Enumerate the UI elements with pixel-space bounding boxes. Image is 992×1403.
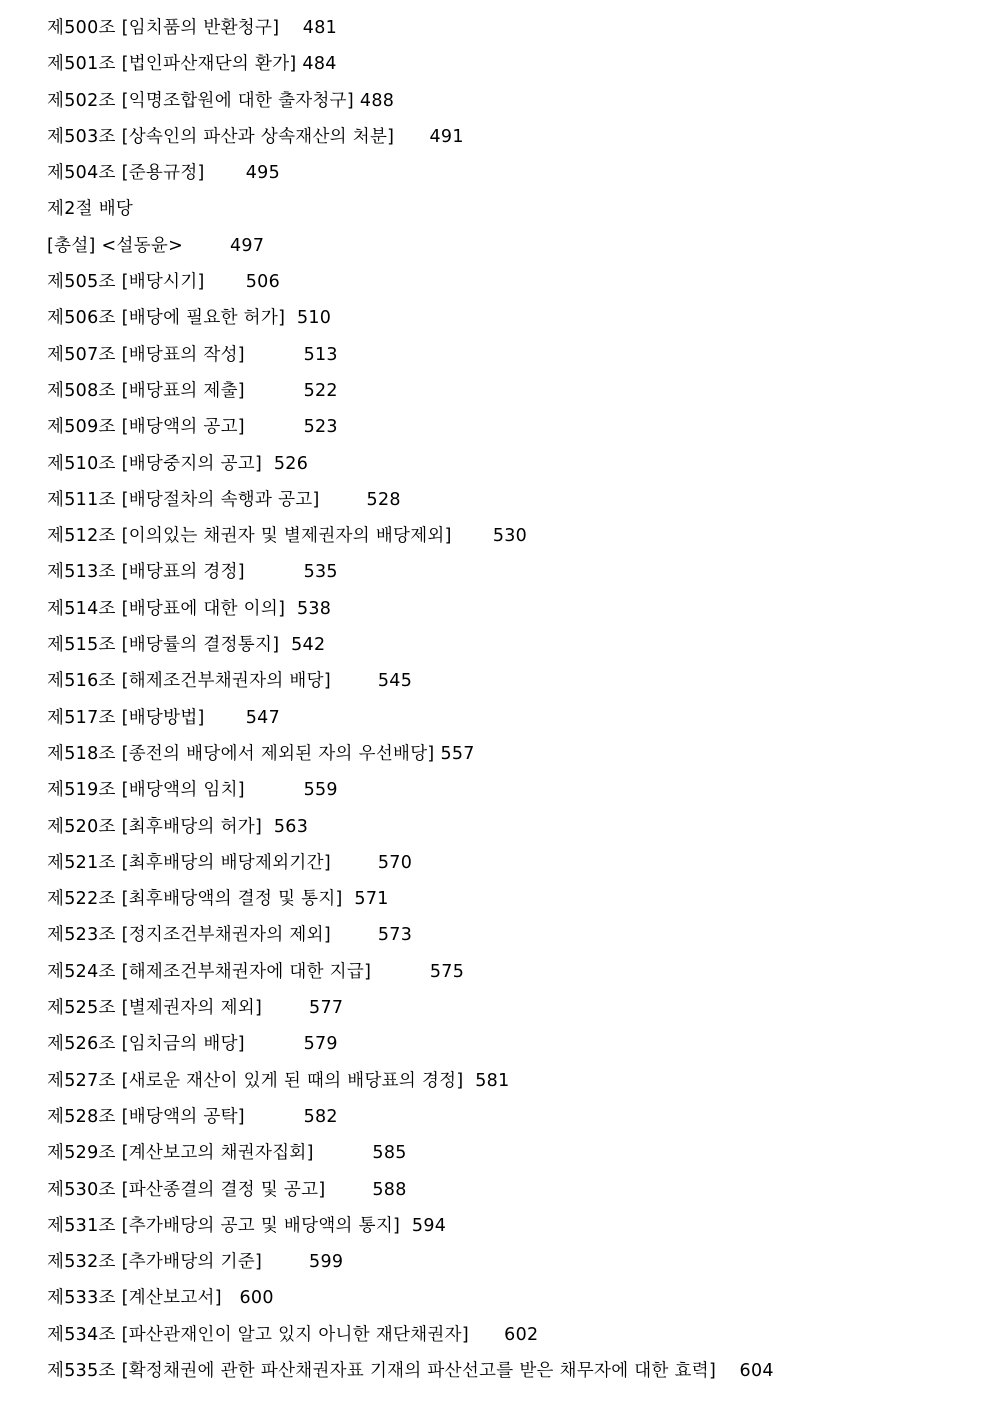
- toc-entry-gap: [716, 1361, 739, 1381]
- toc-entry-gap: [394, 127, 429, 147]
- toc-entry-label: 제506조 [배당에 필요한 허가]: [47, 308, 286, 329]
- toc-entry-gap: [320, 490, 367, 510]
- toc-entry-page-number: 530: [492, 526, 528, 547]
- toc-entry-label: 제528조 [배당액의 공탁]: [47, 1106, 245, 1127]
- toc-entry-gap: [279, 635, 291, 655]
- toc-entry-gap: [245, 1034, 304, 1054]
- toc-entry-gap: [371, 962, 430, 982]
- toc-entry: [47, 917, 967, 953]
- toc-entry-label: 제504조 [준용규정]: [47, 163, 205, 184]
- toc-entry-gap: [245, 417, 304, 437]
- toc-entry-label: 제532조 [추가배당의 기준]: [47, 1252, 263, 1273]
- toc-entry-label: 제525조 [별제권자의 제외]: [47, 998, 263, 1019]
- toc-entry-page-number: 526: [273, 453, 309, 474]
- toc-entry-gap: [245, 780, 304, 800]
- toc-entry-label: 제502조 [익명조합원에 대한 출자청구]: [47, 90, 355, 111]
- toc-entry: [47, 46, 967, 82]
- toc-entry-label: 제514조 [배당표에 대한 이의]: [47, 598, 286, 619]
- toc-entry-page-number: 559: [303, 780, 338, 801]
- toc-entry: [47, 1135, 967, 1171]
- toc-entry-page-number: 528: [366, 489, 401, 510]
- toc-entry-page-number: 563: [273, 816, 309, 837]
- toc-entry-label: 제516조 [해제조건부채권자의 배당]: [47, 671, 331, 692]
- toc-entry: [47, 591, 967, 627]
- toc-entry: [47, 663, 967, 699]
- toc-entry-label: 제512조 [이의있는 채권자 및 별제권자의 배당제외]: [47, 526, 452, 547]
- toc-entry-gap: [222, 1288, 240, 1308]
- toc-entry-label: 제520조 [최후배당의 허가]: [47, 816, 263, 837]
- toc-entry-label: 제515조 [배당률의 결정통지]: [47, 635, 280, 656]
- toc-entry: [47, 191, 967, 227]
- toc-entry-label: 제531조 [추가배당의 공고 및 배당액의 통지]: [47, 1215, 401, 1236]
- toc-entry: [47, 845, 967, 881]
- toc-entry: [47, 482, 967, 518]
- toc-entry-page-number: 547: [245, 707, 281, 728]
- toc-entry-page-number: 575: [429, 961, 465, 982]
- toc-entry-gap: [285, 599, 297, 619]
- toc-entry-gap: [245, 562, 304, 582]
- toc-entry-gap: [331, 671, 378, 691]
- toc-entry-gap: [331, 853, 378, 873]
- toc-entry: [47, 155, 967, 191]
- toc-entry: [47, 10, 967, 46]
- toc-entry: [47, 1280, 967, 1316]
- toc-entry: [47, 1353, 967, 1389]
- toc-entry-page-number: 570: [377, 852, 413, 873]
- toc-entry: [47, 300, 967, 336]
- toc-entry-label: 제524조 [해제조건부채권자에 대한 지급]: [47, 961, 372, 982]
- toc-entry-page-number: 545: [377, 671, 413, 692]
- toc-entry-page-number: 582: [303, 1106, 338, 1127]
- toc-entry-gap: [279, 18, 302, 38]
- toc-entry-gap: [469, 1325, 504, 1345]
- toc-entry-label: 제505조 [배당시기]: [47, 272, 205, 293]
- toc-entry-gap: [452, 526, 493, 546]
- toc-entry-label: 제517조 [배당방법]: [47, 707, 205, 728]
- toc-entry: [47, 772, 967, 808]
- toc-entry-gap: [464, 1071, 476, 1091]
- toc-entry-gap: [245, 345, 304, 365]
- toc-entry-label: 제510조 [배당중지의 공고]: [47, 453, 263, 474]
- toc-entry-label: 제508조 [배당표의 제출]: [47, 380, 245, 401]
- toc-entry-label: 제513조 [배당표의 경정]: [47, 562, 245, 583]
- toc-entry-page-number: 604: [739, 1360, 774, 1381]
- toc-entry-page-number: 513: [303, 344, 338, 365]
- toc-entry: [47, 700, 967, 736]
- toc-entry-page-number: 599: [309, 1252, 344, 1273]
- toc-entry-gap: [183, 236, 230, 256]
- toc-entry-page-number: 484: [302, 54, 337, 75]
- toc-entry-gap: [205, 272, 246, 292]
- toc-entry-page-number: 577: [309, 998, 344, 1019]
- toc-entry: [47, 264, 967, 300]
- toc-entry-page-number: 510: [296, 308, 332, 329]
- toc-entry: [47, 83, 967, 119]
- toc-entry: [47, 1317, 967, 1353]
- toc-entry-page-number: 523: [303, 417, 338, 438]
- toc-entry-gap: [325, 1180, 372, 1200]
- toc-entry-gap: [205, 163, 246, 183]
- toc-entry-page-number: 497: [229, 235, 265, 256]
- toc-entry-page-number: 535: [303, 562, 338, 583]
- toc-entry-label: [총설] <설동윤>: [47, 235, 184, 256]
- toc-entry-gap: [262, 454, 274, 474]
- toc-entry-label: 제527조 [새로운 재산이 있게 된 때의 배당표의 경정]: [47, 1070, 464, 1091]
- toc-entry: [47, 1099, 967, 1135]
- toc-entry: [47, 1063, 967, 1099]
- toc-entry: [47, 990, 967, 1026]
- toc-entry-page-number: 594: [411, 1215, 447, 1236]
- toc-entry: [47, 809, 967, 845]
- toc-entry: [47, 1172, 967, 1208]
- toc-entry: [47, 554, 967, 590]
- toc-entry-gap: [331, 925, 378, 945]
- toc-entry-label: 제2절 배당: [47, 199, 134, 220]
- toc-entry-label: 제503조 [상속인의 파산과 상속재산의 처분]: [47, 126, 395, 147]
- toc-entry-gap: [343, 889, 355, 909]
- toc-entry: [47, 1244, 967, 1280]
- toc-entry-page-number: 579: [303, 1034, 338, 1055]
- toc-entry-page-number: 573: [377, 925, 413, 946]
- toc-entry-page-number: 522: [303, 380, 338, 401]
- toc-entry-label: 제519조 [배당액의 임치]: [47, 780, 245, 801]
- toc-entry-label: 제511조 [배당절차의 속행과 공고]: [47, 489, 320, 510]
- toc-entry-page-number: 491: [429, 126, 464, 147]
- toc-entry-gap: [245, 381, 304, 401]
- toc-entry-page-number: 602: [504, 1324, 539, 1345]
- toc-entry-label: 제534조 [파산관재인이 알고 있지 아니한 재단채권자]: [47, 1324, 469, 1345]
- toc-entry-label: 제529조 [계산보고의 채권자집회]: [47, 1143, 314, 1164]
- toc-entry-page-number: 588: [372, 1179, 407, 1200]
- toc-entry: [47, 119, 967, 155]
- toc-entry-label: 제507조 [배당표의 작성]: [47, 344, 245, 365]
- toc-entry: [47, 1026, 967, 1062]
- toc-entry-gap: [400, 1216, 412, 1236]
- table-of-contents: [47, 10, 967, 1389]
- toc-entry-label: 제530조 [파산종결의 결정 및 공고]: [47, 1179, 326, 1200]
- toc-entry-label: 제535조 [확정채권에 관한 파산채권자표 기재의 파산선고를 받은 채무자에 대한 효력]: [47, 1360, 717, 1381]
- toc-entry-gap: [285, 308, 297, 328]
- toc-entry-label: 제533조 [계산보고서]: [47, 1288, 222, 1309]
- toc-entry-page-number: 495: [245, 163, 281, 184]
- toc-entry-gap: [262, 1252, 309, 1272]
- toc-entry-page-number: 600: [239, 1288, 274, 1309]
- toc-entry: [47, 954, 967, 990]
- toc-entry-page-number: 571: [354, 889, 389, 910]
- toc-entry-label: 제526조 [임치금의 배당]: [47, 1034, 245, 1055]
- toc-entry-gap: [262, 998, 309, 1018]
- toc-entry-gap: [262, 817, 274, 837]
- toc-entry-page-number: 585: [372, 1143, 407, 1164]
- toc-entry: [47, 337, 967, 373]
- toc-entry: [47, 881, 967, 917]
- toc-entry: [47, 373, 967, 409]
- toc-entry: [47, 1208, 967, 1244]
- toc-entry-page-number: 557: [440, 743, 475, 764]
- toc-entry-label: 제522조 [최후배당액의 결정 및 통지]: [47, 889, 343, 910]
- toc-entry: [47, 736, 967, 772]
- toc-entry: [47, 409, 967, 445]
- toc-entry-label: 제521조 [최후배당의 배당제외기간]: [47, 852, 331, 873]
- toc-entry: [47, 627, 967, 663]
- toc-entry: [47, 518, 967, 554]
- toc-entry-label: 제523조 [정지조건부채권자의 제외]: [47, 925, 331, 946]
- toc-entry-label: 제501조 [법인파산재단의 환가]: [47, 54, 297, 75]
- toc-entry: [47, 228, 967, 264]
- toc-entry-label: 제509조 [배당액의 공고]: [47, 417, 245, 438]
- toc-entry-label: 제500조 [임치품의 반환청구]: [47, 18, 280, 38]
- toc-entry-page-number: 481: [302, 18, 338, 38]
- toc-entry-page-number: 538: [296, 598, 332, 619]
- toc-entry: [47, 446, 967, 482]
- toc-entry-gap: [245, 1107, 304, 1127]
- toc-entry-gap: [205, 708, 246, 728]
- toc-entry-page-number: 581: [475, 1070, 510, 1091]
- toc-entry-page-number: 506: [245, 272, 281, 293]
- toc-entry-gap: [314, 1143, 373, 1163]
- toc-entry-page-number: 542: [291, 635, 326, 656]
- toc-entry-label: 제518조 [종전의 배당에서 제외된 자의 우선배당]: [47, 743, 435, 764]
- toc-entry-page-number: 488: [359, 90, 395, 111]
